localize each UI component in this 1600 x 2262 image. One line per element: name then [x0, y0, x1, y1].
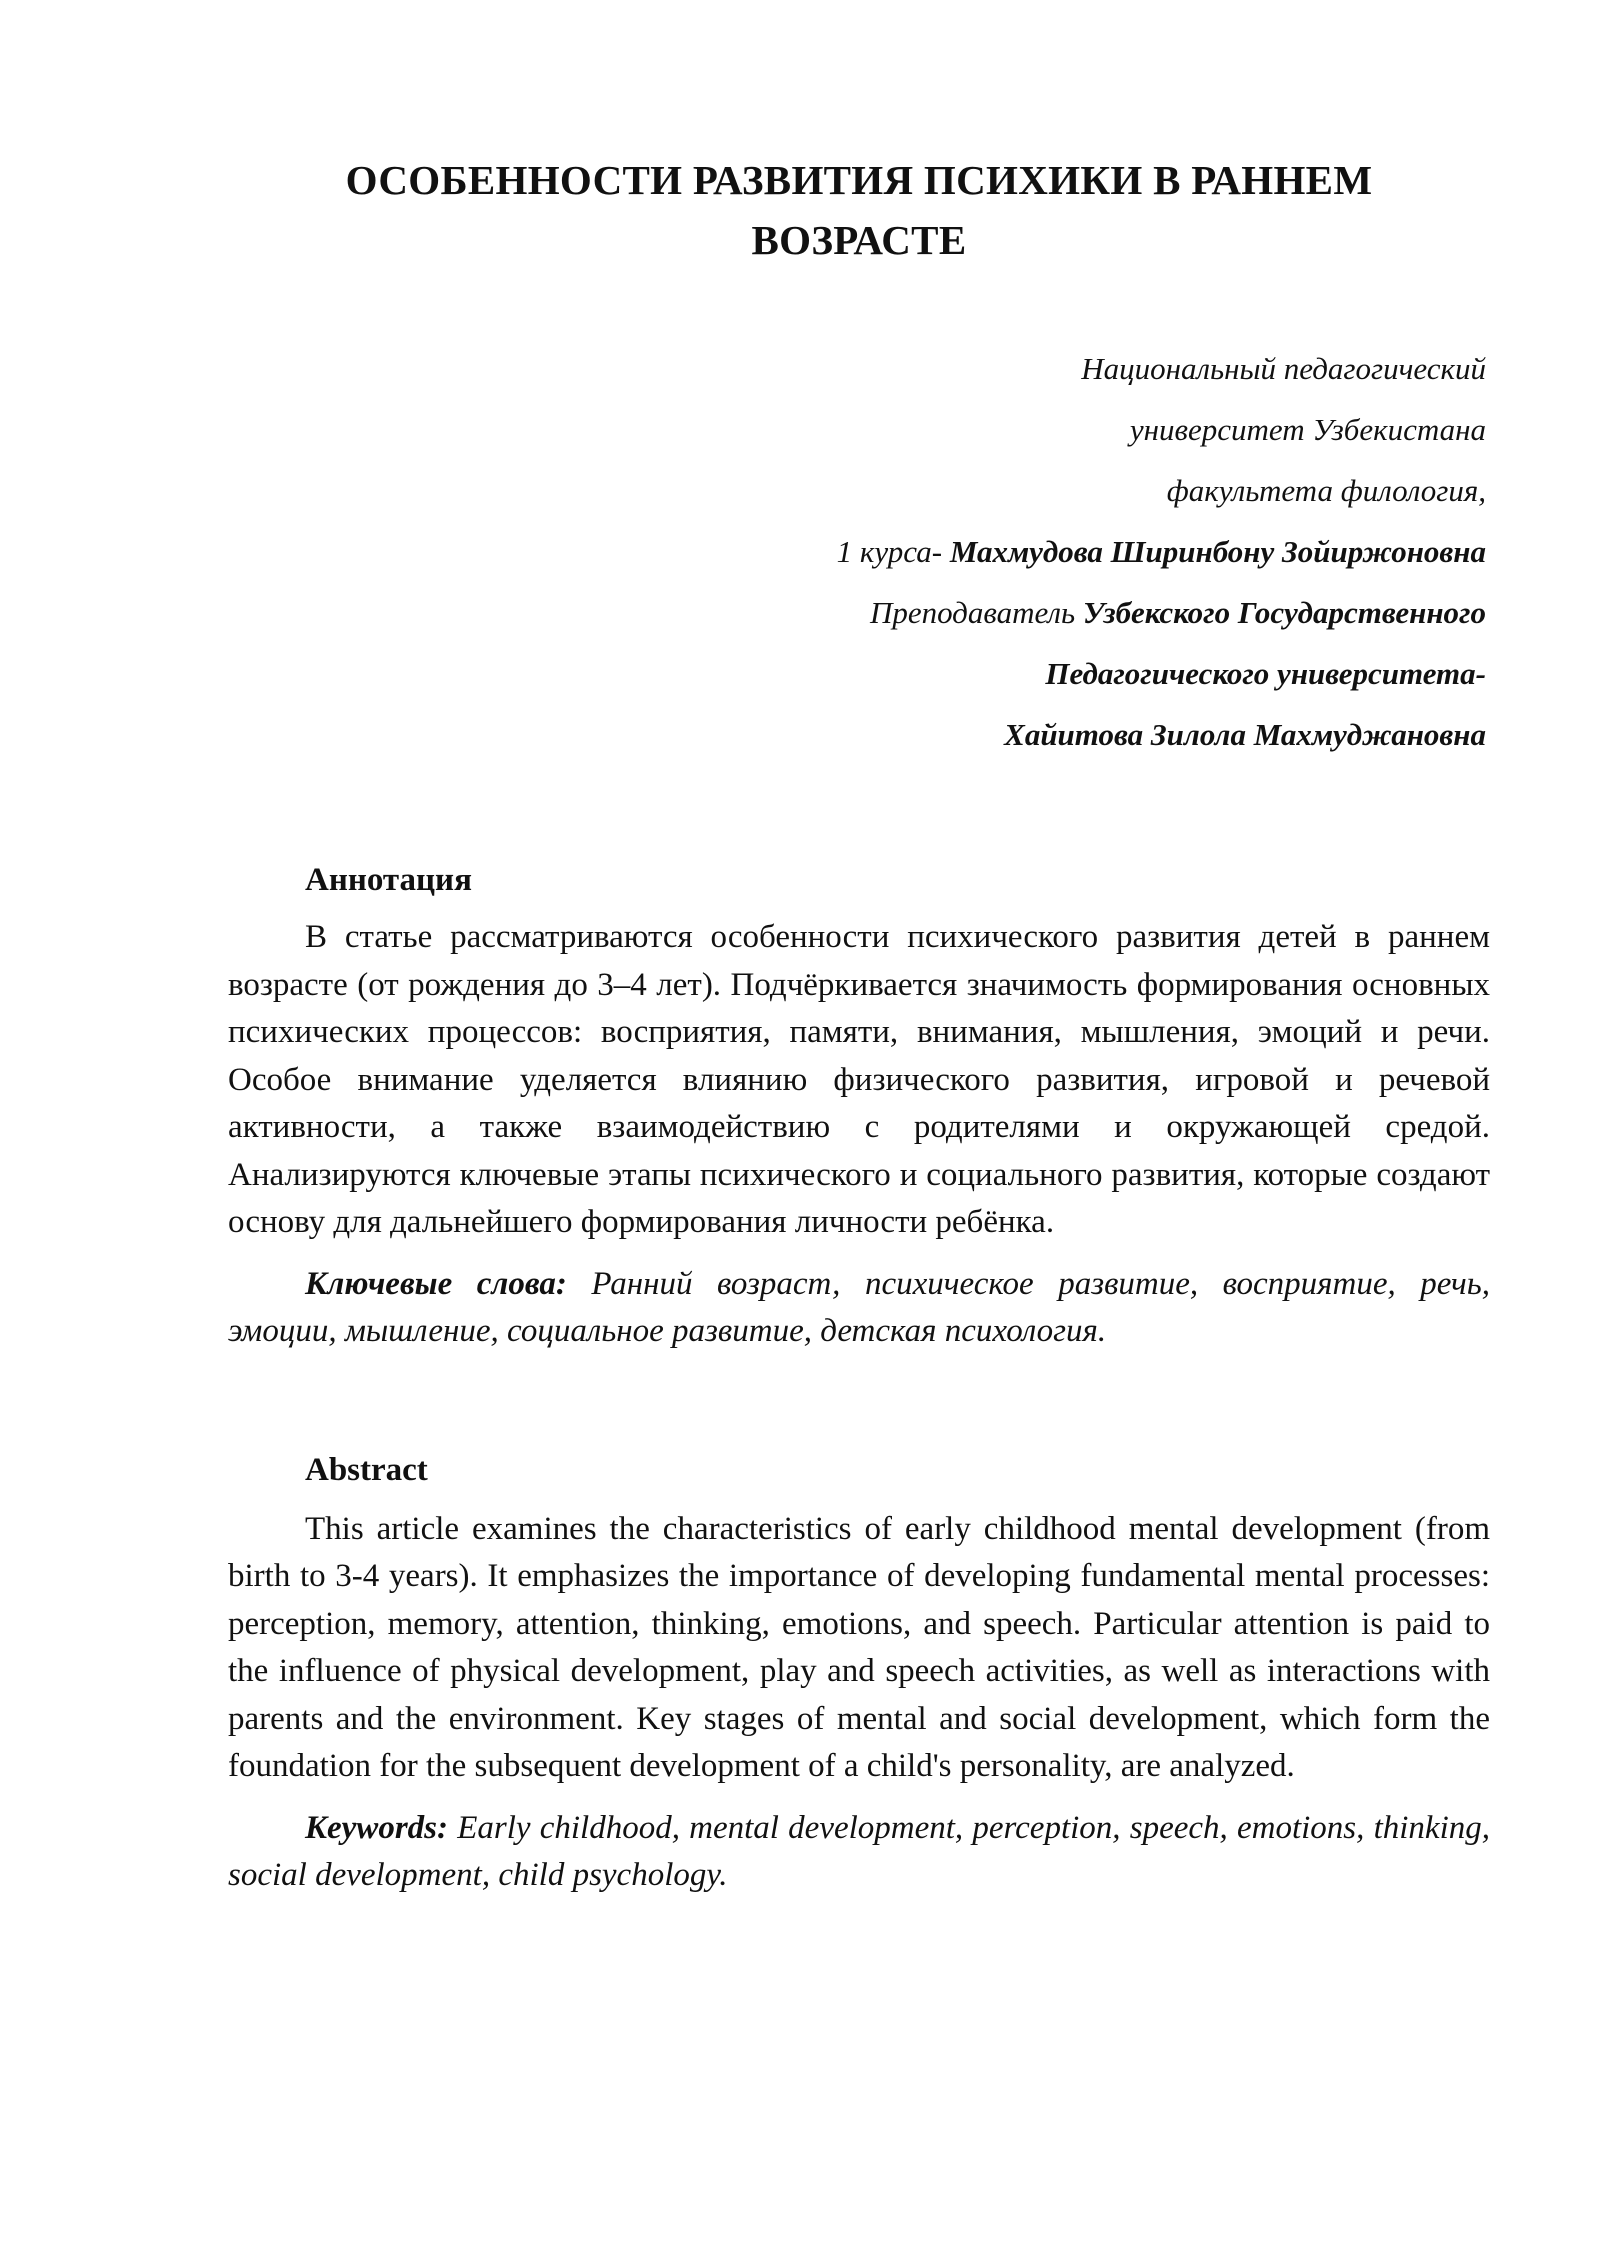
abstract-heading: Abstract [305, 1451, 428, 1488]
author-block [228, 338, 1490, 765]
abstract-keywords [228, 1805, 1490, 1900]
affiliation-line-3: факультета филология, [1166, 473, 1486, 508]
page-content [228, 150, 1490, 1933]
annotation-heading: Аннотация [305, 862, 472, 898]
annotation-keywords-label: Ключевые слова: [305, 1265, 567, 1302]
author-2-prefix: Преподаватель [869, 595, 1076, 630]
annotation-body: В статье рассматриваются особенности психического развития детей в раннем возрасте (от рождения до 3–4 лет). Подчёркивается значимость формирования основных психических процессов: восприятия, памяти, внимания, мышления, эмоций и речи. Особое внимание уделяется влиянию физического развития, игровой и речевой активности, а также взаимодействию с родителями и окружающей средой. Анализируются ключевые этапы психического и социального развития, которые создают основу для дальнейшего формирования личности ребёнка. [228, 919, 1490, 1240]
author-2-organization-cont: Педагогического университета- [1045, 656, 1486, 691]
paper-title-line-1: ОСОБЕННОСТИ РАЗВИТИЯ ПСИХИКИ В РАННЕМ [345, 157, 1373, 203]
author-1-prefix: 1 курса- [836, 534, 943, 569]
annotation-keywords-text: Ранний возраст, психическое развитие, восприятие, речь, эмоции, мышление, социальное развитие, детская психология. [228, 1265, 1490, 1349]
author-2-name: Хайитова Зилола Махмуджановна [1004, 717, 1486, 752]
abstract-keywords-label: Keywords: [305, 1809, 448, 1846]
paper-title [228, 150, 1490, 270]
author-line-1 [228, 521, 1486, 582]
author-line-2 [228, 582, 1486, 643]
author-line-3 [228, 643, 1486, 704]
author-2-organization: Узбекского Государственного [1082, 595, 1486, 630]
annotation-keywords [228, 1261, 1490, 1356]
abstract-keywords-text: Early childhood, mental development, perception, speech, emotions, thinking, social development, child psychology. [228, 1809, 1490, 1893]
paper-title-line-2: ВОЗРАСТЕ [751, 217, 967, 263]
author-1-name: Махмудова Ширинбону Зойиржоновна [949, 534, 1486, 569]
affiliation-line-1: Национальный педагогический [1081, 351, 1486, 386]
affiliation-line-2: университет Узбекистана [1129, 412, 1486, 447]
author-line-4 [228, 704, 1486, 765]
abstract-body: This article examines the characteristics of early childhood mental development (from birth to 3-4 years). It emphasizes the importance of developing fundamental mental processes: perception, memory, attention, thinking, emotions, and speech. Particular attention is paid to the influence of physical development, play and speech activities, as well as interactions with parents and the environment. Key stages of mental and social development, which form the foundation for the subsequent development of a child's personality, are analyzed. [228, 1510, 1490, 1784]
